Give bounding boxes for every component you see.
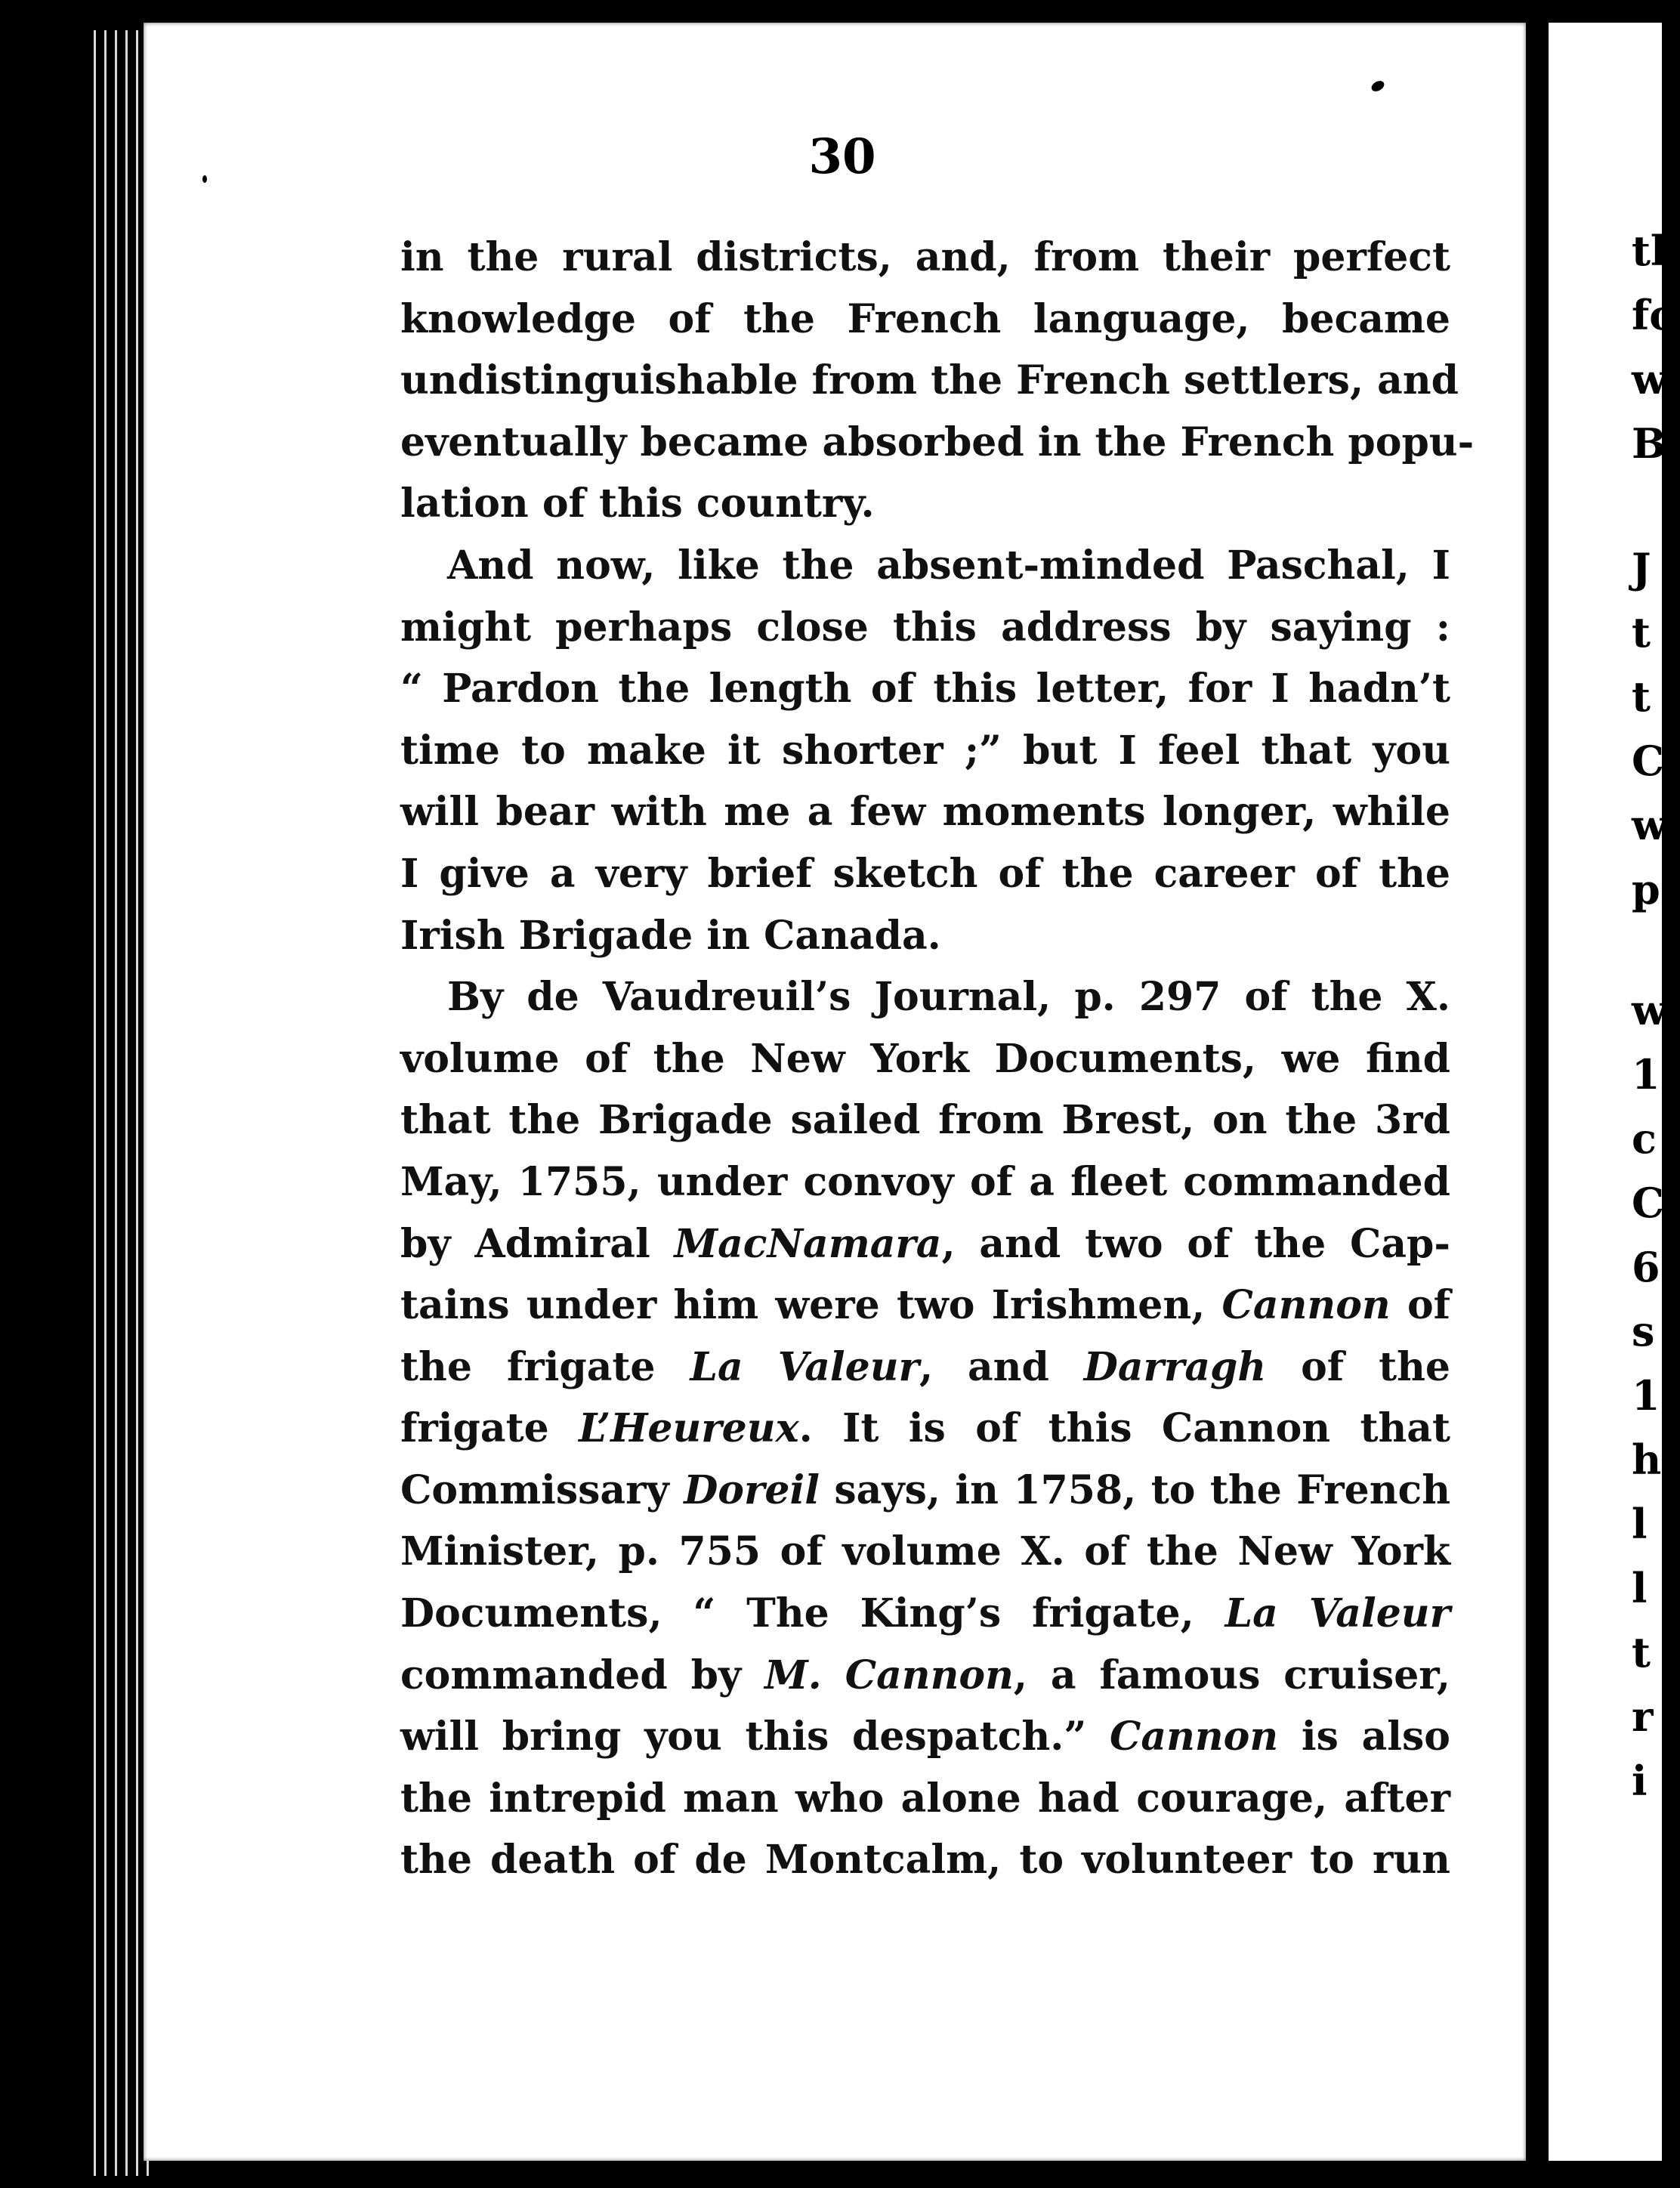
next-page-text-fragment: t [1632, 1628, 1651, 1677]
next-page-text-fragment: 1 [1632, 1371, 1660, 1420]
next-page-text-fragment: w [1632, 801, 1667, 849]
text-line [400, 1275, 1450, 1337]
text-line [400, 1768, 1450, 1830]
text-run: commanded by [400, 1652, 765, 1698]
text-run: By de Vaudreuil’s Journal, p. 297 of the X. [447, 974, 1450, 1021]
text-line [400, 843, 1450, 905]
next-page-text-fragment: t [1632, 672, 1651, 721]
body-text [400, 227, 1475, 1891]
text-run: “ Pardon the length of this letter, for I hadn’t [400, 666, 1450, 712]
next-page-text-fragment: C [1632, 1179, 1664, 1227]
italic-text: La Valeur [1224, 1590, 1451, 1637]
text-line [400, 781, 1450, 843]
text-run: I give a very brief sketch of the career of the [400, 850, 1450, 897]
next-page-text-fragment: p [1632, 865, 1660, 913]
text-run: will bring you this despatch.” [400, 1714, 1110, 1760]
text-line [400, 966, 1450, 1028]
text-line [400, 1706, 1450, 1768]
text-run: Documents, “ The King’s frigate, [400, 1590, 1225, 1637]
text-line [400, 289, 1450, 351]
text-line [400, 597, 1450, 659]
next-page-text-fragment: B [1632, 419, 1666, 468]
text-run: undistinguishable from the French settlers, and [400, 357, 1459, 404]
text-run: Irish Brigade in Canada. [400, 912, 941, 959]
text-run: by Admiral [400, 1220, 675, 1267]
text-run: , and two of the Cap- [941, 1220, 1451, 1267]
text-run: lation of this country. [400, 481, 875, 527]
text-line [400, 1521, 1450, 1583]
text-line [400, 1028, 1450, 1090]
next-page-text-fragment: 6 [1632, 1243, 1660, 1291]
book-edge [89, 30, 150, 2176]
next-page-text-fragment: th [1632, 227, 1680, 275]
text-run: the death of de Montcalm, to volunteer to run [400, 1837, 1450, 1884]
text-line [400, 1460, 1450, 1522]
text-run: of [1390, 1282, 1450, 1329]
book-spine [1526, 0, 1549, 2188]
italic-text: M. Cannon [764, 1652, 1014, 1698]
text-line [400, 1398, 1450, 1460]
next-page-text-fragment: t [1632, 608, 1651, 657]
text-run: volume of the New York Documents, we find [400, 1035, 1450, 1082]
text-line [400, 535, 1450, 597]
next-page-text-fragment: J [1632, 544, 1651, 592]
text-run: is also [1278, 1714, 1450, 1760]
next-page-text-fragment: w [1632, 986, 1667, 1034]
italic-text: MacNamara [674, 1220, 942, 1267]
text-run: frigate [400, 1405, 579, 1452]
text-run: Commissary [400, 1466, 684, 1513]
text-line [400, 412, 1475, 474]
text-line [400, 658, 1450, 720]
text-run: of the [1266, 1343, 1451, 1390]
text-line [400, 1583, 1450, 1645]
scan-speck [202, 175, 207, 183]
scan-speck [26, 1709, 35, 1717]
italic-text: La Valeur [690, 1343, 919, 1390]
text-run: , and [919, 1343, 1084, 1390]
next-page-text-fragment: c [1632, 1114, 1657, 1163]
text-run: the frigate [400, 1343, 690, 1390]
text-run: Minister, p. 755 of volume X. of the New York [400, 1528, 1450, 1575]
italic-text: Cannon [1109, 1714, 1279, 1760]
scan-speck [8, 1162, 14, 1168]
text-run: tains under him were two Irishmen, [400, 1282, 1222, 1329]
text-run: eventually became absorbed in the French popu- [400, 419, 1475, 465]
italic-text: Doreil [684, 1466, 820, 1513]
next-page-text-fragment: r [1632, 1692, 1654, 1741]
text-line [400, 1151, 1450, 1213]
text-run: . It is of this Cannon that [798, 1405, 1450, 1452]
text-run: , a famous cruiser, [1013, 1652, 1450, 1698]
scan-speck [6, 890, 15, 899]
text-run: the intrepid man who alone had courage, after [400, 1775, 1450, 1822]
text-line [400, 1089, 1450, 1151]
text-run: knowledge of the French language, became [400, 295, 1450, 342]
text-line [400, 227, 1450, 289]
text-run: in the rural districts, and, from their perfect [400, 234, 1450, 280]
page-number: 30 [808, 128, 876, 185]
text-run: And now, like the absent-minded Paschal, I [447, 542, 1450, 589]
text-line [400, 1213, 1450, 1275]
text-line [400, 1337, 1450, 1398]
text-line [400, 1829, 1450, 1891]
next-page-text-fragment: l [1632, 1500, 1648, 1548]
text-line [400, 720, 1450, 782]
next-page-text-fragment: l [1632, 1564, 1648, 1612]
next-page-text-fragment: h [1632, 1435, 1662, 1484]
next-page-text-fragment: s [1632, 1307, 1655, 1355]
text-run: time to make it shorter ;” but I feel that you [400, 727, 1450, 774]
italic-text: Cannon [1221, 1282, 1391, 1329]
text-line [400, 473, 1450, 535]
next-page-edge [1549, 23, 1680, 2161]
next-page-text-fragment: w [1632, 355, 1667, 403]
text-line [400, 905, 1450, 967]
text-run: might perhaps close this address by saying : [400, 604, 1450, 651]
next-page-text-fragment: fo [1632, 291, 1677, 339]
text-run: May, 1755, under convoy of a fleet commanded [400, 1158, 1450, 1205]
text-run: says, in 1758, to the French [819, 1466, 1451, 1513]
italic-text: Darragh [1083, 1343, 1267, 1390]
text-line [400, 350, 1459, 412]
text-run: will bear with me a few moments longer, while [400, 789, 1450, 836]
text-line [400, 1645, 1450, 1707]
next-page-text-fragment: C [1632, 737, 1664, 785]
text-run: that the Brigade sailed from Brest, on the 3rd [400, 1097, 1450, 1144]
next-page-text-fragment: 1 [1632, 1050, 1660, 1099]
italic-text: L’Heureux [579, 1405, 799, 1452]
next-page-text-fragment: i [1632, 1757, 1648, 1805]
